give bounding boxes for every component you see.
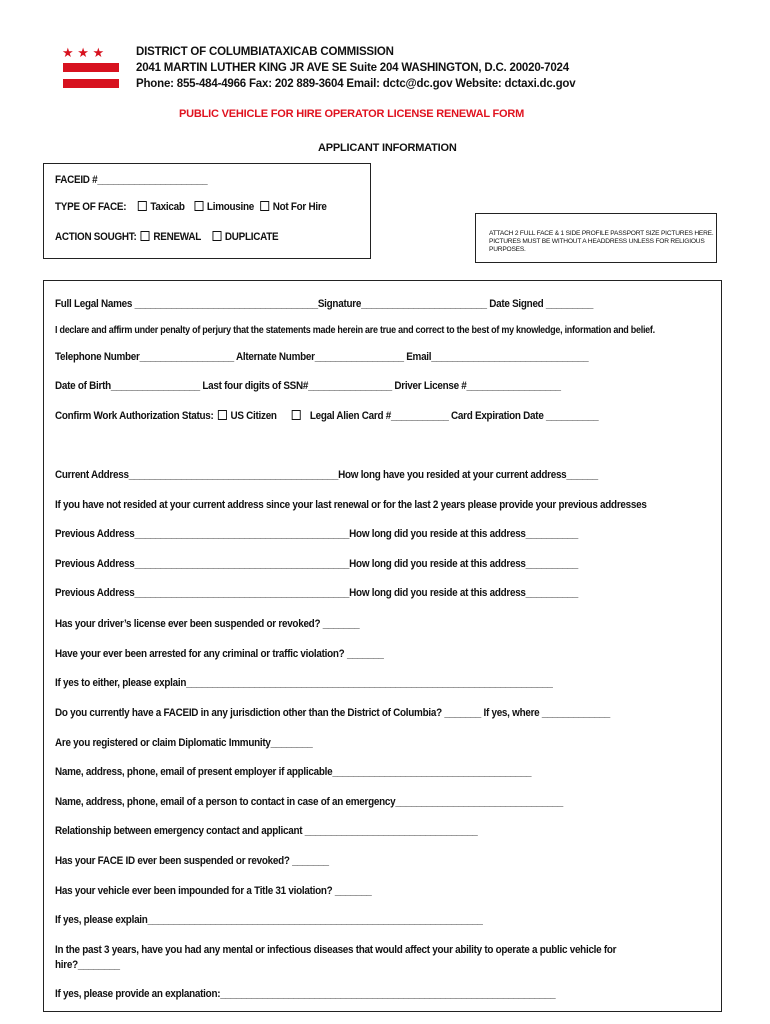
duplicate-label: DUPLICATE: [224, 231, 279, 243]
us-citizen-label: US Citizen: [230, 410, 277, 422]
taxicab-checkbox[interactable]: [138, 201, 147, 211]
names-field[interactable]: Full Legal Names ___________________________________Signature________________________ Date Signed _________: [55, 298, 594, 310]
faceid-suspended-field[interactable]: Has your FACE ID ever been suspended or revoked? _______: [55, 855, 329, 867]
legal-alien-field[interactable]: Legal Alien Card #___________ Card Expiration Date __________: [309, 410, 599, 422]
org-contact: Phone: 855-484-4966 Fax: 202 889-3604 Email: dctc@dc.gov Website: dctaxi.dc.gov: [136, 78, 576, 90]
action-sought-row: [55, 231, 278, 243]
explain-field-2[interactable]: If yes, please explain________________________________________________________________: [55, 914, 483, 926]
org-address: 2041 MARTIN LUTHER KING JR AVE SE Suite 204 WASHINGTON, D.C. 20020-7024: [136, 62, 569, 74]
arrested-field[interactable]: Have your ever been arrested for any criminal or traffic violation? _______: [55, 648, 384, 660]
renewal-checkbox[interactable]: [141, 231, 150, 241]
impounded-field[interactable]: Has your vehicle ever been impounded for a Title 31 violation? _______: [55, 885, 372, 897]
explain-field-1[interactable]: If yes to either, please explain______________________________________________________________________: [55, 677, 553, 689]
emergency-field[interactable]: Name, address, phone, email of a person to contact in case of an emergency________________________________: [55, 796, 563, 808]
flag-bar-top: [63, 63, 119, 72]
us-citizen-checkbox[interactable]: [218, 410, 227, 420]
duplicate-checkbox[interactable]: [212, 231, 221, 241]
work-authorization-row: [55, 410, 598, 422]
previous-address-3[interactable]: Previous Address_________________________________________How long did you reside at this address__________: [55, 587, 579, 599]
form-title: PUBLIC VEHICLE FOR HIRE OPERATOR LICENSE RENEWAL FORM: [179, 108, 525, 120]
type-of-face-label: TYPE OF FACE:: [55, 201, 127, 213]
faceid-field[interactable]: FACEID #_____________________: [55, 174, 208, 186]
license-suspended-field[interactable]: Has your driver’s license ever been suspended or revoked? _______: [55, 618, 360, 630]
limousine-checkbox[interactable]: [194, 201, 203, 211]
diplomatic-field[interactable]: Are you registered or claim Diplomatic Immunity________: [55, 737, 313, 749]
previous-address-1[interactable]: Previous Address_________________________________________How long did you reside at this address__________: [55, 528, 579, 540]
current-address-field[interactable]: Current Address________________________________________How long have you resided at your current address______: [55, 469, 598, 481]
relationship-field[interactable]: Relationship between emergency contact and applicant _________________________________: [55, 825, 478, 837]
not-for-hire-label: Not For Hire: [272, 201, 327, 213]
photo-note: ATTACH 2 FULL FACE & 1 SIDE PROFILE PASSPORT SIZE PICTURES HERE. PICTURES MUST BE WITHOUT A HEADDRESS UNLESS FOR RELIGIOUS PURPOSES.: [489, 230, 714, 253]
explanation-field[interactable]: If yes, please provide an explanation:________________________________________________________________: [55, 988, 556, 1000]
taxicab-label: Taxicab: [150, 201, 185, 213]
legal-alien-checkbox[interactable]: [292, 410, 301, 420]
dob-field[interactable]: Date of Birth_________________ Last four digits of SSN#________________ Driver License #__________________: [55, 380, 561, 392]
org-name: DISTRICT OF COLUMBIATAXICAB COMMISSION: [136, 46, 394, 58]
mental-question-line-2[interactable]: hire?________: [55, 959, 120, 971]
flag-bar-bottom: [63, 79, 119, 88]
mental-question-line-1: In the past 3 years, have you had any mental or infectious diseases that would affect your ability to operate a public vehicle for: [55, 944, 617, 956]
section-title: APPLICANT INFORMATION: [318, 142, 457, 154]
declaration-text: I declare and affirm under penalty of perjury that the statements made herein are true and correct to the best of my knowledge, information and belief.: [55, 325, 655, 336]
action-sought-label: ACTION SOUGHT:: [55, 231, 137, 243]
not-resided-text: If you have not resided at your current address since your last renewal or for the last 2 years please provide your previous addresses: [55, 499, 647, 511]
limousine-label: Limousine: [206, 201, 255, 213]
employer-field[interactable]: Name, address, phone, email of present employer if applicable______________________________________: [55, 766, 532, 778]
phone-field[interactable]: Telephone Number__________________ Alternate Number_________________ Email______________________________: [55, 351, 589, 363]
work-authorization-label: Confirm Work Authorization Status:: [55, 410, 214, 422]
other-faceid-field[interactable]: Do you currently have a FACEID in any jurisdiction other than the District of Columbia? _______ If yes, where _____________: [55, 707, 610, 719]
flag-stars-icon: ★ ★ ★: [62, 45, 105, 60]
previous-address-2[interactable]: Previous Address_________________________________________How long did you reside at this address__________: [55, 558, 579, 570]
not-for-hire-checkbox[interactable]: [260, 201, 269, 211]
renewal-label: RENEWAL: [153, 231, 201, 243]
type-of-face-row: [55, 201, 327, 213]
